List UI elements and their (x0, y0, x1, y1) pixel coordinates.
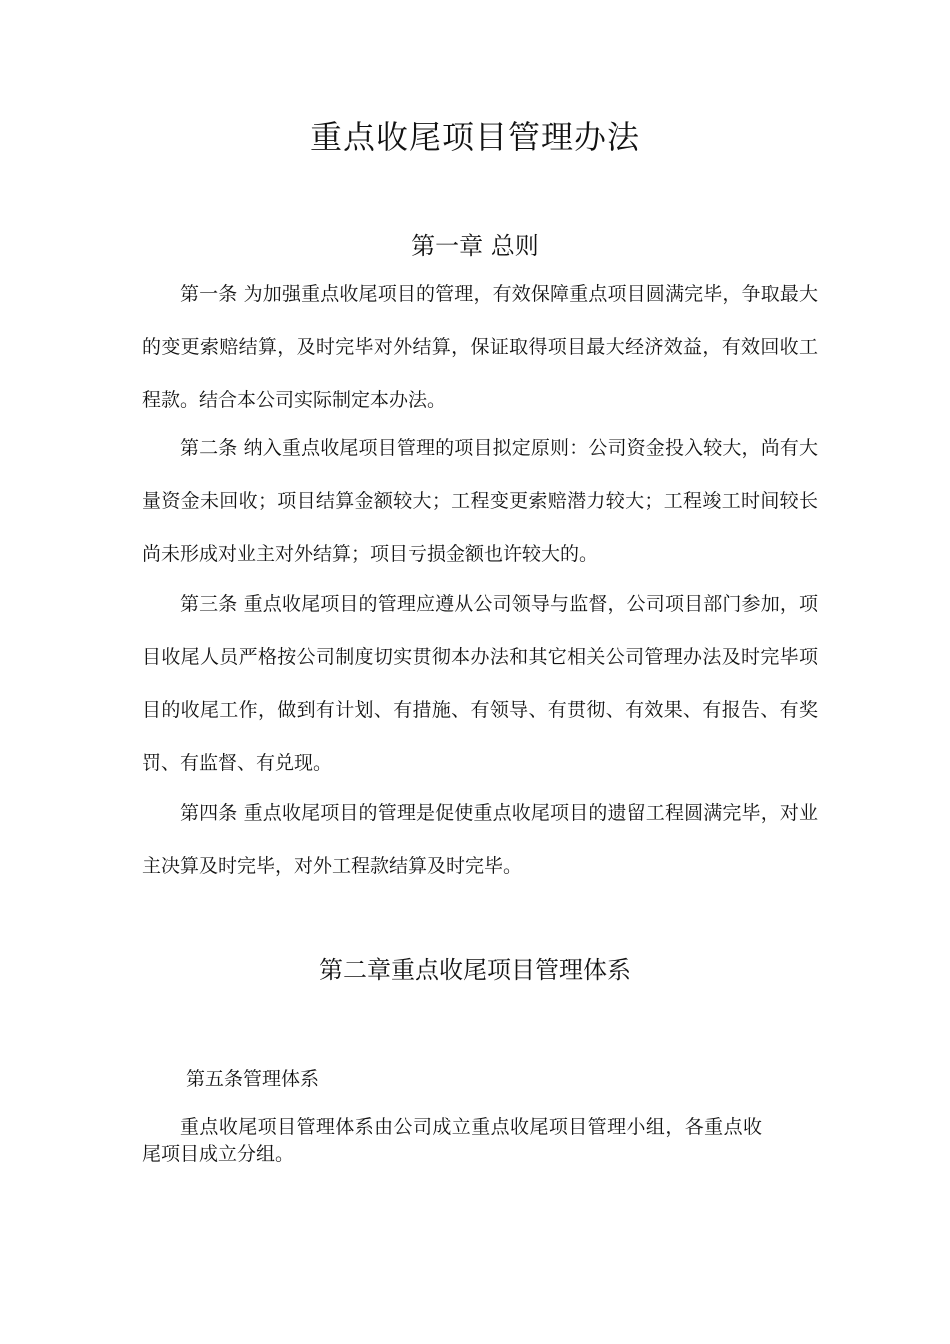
document-title: 重点收尾项目管理办法 (309, 118, 640, 156)
article-3: 第三条 重点收尾项目的管理应遵从公司领导与监督，公司项目部门参加，项目收尾人员严格按公司制度切实贯彻本办法和其它相关公司管理办法及时完毕项目的收尾工作，做到有计划、有措施、有领导、有贯彻、有效果、有报告、有奖罚、有监督、有兑现。 (142, 593, 818, 774)
article-5-body: 重点收尾项目管理体系由公司成立重点收尾项目管理小组，各重点收尾项目成立分组。 (142, 1116, 762, 1165)
chapter-2-heading: 第二章重点收尾项目管理体系 (319, 956, 631, 984)
article-1: 第一条 为加强重点收尾项目的管理，有效保障重点项目圆满完毕，争取最大的变更索赔结算，及时完毕对外结算，保证取得项目最大经济效益，有效回收工程款。结合本公司实际制定本办法。 (142, 283, 818, 411)
chapter-1-heading: 第一章 总则 (411, 232, 539, 260)
article-5-heading: 第五条管理体系 (186, 1068, 320, 1090)
article-4: 第四条 重点收尾项目的管理是促使重点收尾项目的遗留工程圆满完毕，对业主决算及时完毕，对外工程款结算及时完毕。 (142, 802, 818, 877)
article-2: 第二条 纳入重点收尾项目管理的项目拟定原则：公司资金投入较大，尚有大量资金未回收；项目结算金额较大；工程变更索赔潜力较大；工程竣工时间较长尚未形成对业主对外结算；项目亏损金额也许较大的。 (142, 437, 818, 565)
